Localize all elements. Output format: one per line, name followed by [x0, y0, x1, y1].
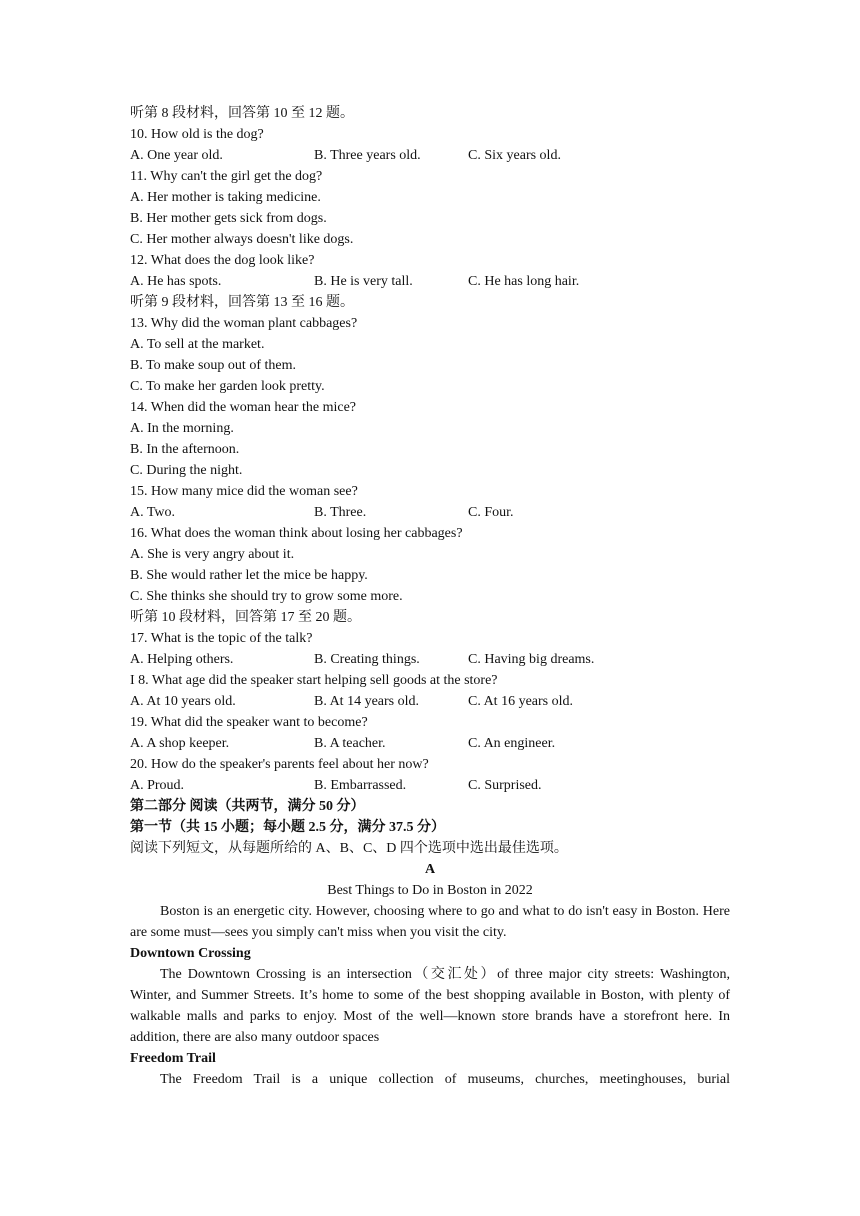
question-19: 19. What did the speaker want to become? — [130, 715, 368, 730]
question-20: 20. How do the speaker's parents feel about her now? — [130, 757, 429, 772]
option-b: B. She would rather let the mice be happy. — [130, 568, 368, 583]
freedom-trail-heading: Freedom Trail — [130, 1051, 216, 1066]
question-13: 13. Why did the woman plant cabbages? — [130, 316, 358, 331]
option-b: B. To make soup out of them. — [130, 358, 296, 373]
option-b: B. In the afternoon. — [130, 442, 240, 457]
option-a: A. Helping others. — [130, 652, 234, 667]
option-c: C. During the night. — [130, 463, 243, 478]
option-a: A. In the morning. — [130, 421, 234, 436]
option-a: A. Proud. — [130, 778, 185, 793]
passage-letter: A — [424, 862, 436, 877]
question-20-options — [130, 775, 730, 796]
reading-section-title: 第一节（共 15 小题；每小题 2.5 分，满分 37.5 分） — [130, 820, 445, 835]
option-a: A. He has spots. — [130, 274, 222, 289]
question-15: 15. How many mice did the woman see? — [130, 484, 358, 499]
option-c: C. To make her garden look pretty. — [130, 379, 325, 394]
question-10-options — [130, 145, 730, 166]
section-9-heading: 听第 9 段材料，回答第 13 至 16 题。 — [130, 295, 354, 310]
question-17: 17. What is the topic of the talk? — [130, 631, 313, 646]
option-a: A. Two. — [130, 505, 176, 520]
option-b: B. Creating things. — [314, 652, 420, 667]
question-19-options — [130, 733, 730, 754]
option-b: B. Embarrassed. — [314, 778, 407, 793]
question-18: I 8. What age did the speaker start helping sell goods at the store? — [130, 673, 498, 688]
option-a: A. At 10 years old. — [130, 694, 236, 709]
question-12-options — [130, 271, 730, 292]
option-c: C. Surprised. — [468, 778, 542, 793]
downtown-crossing-heading: Downtown Crossing — [130, 946, 251, 961]
option-b: B. Three years old. — [314, 148, 421, 163]
option-b: B. He is very tall. — [314, 274, 413, 289]
option-a: A. To sell at the market. — [130, 337, 265, 352]
option-b: B. Her mother gets sick from dogs. — [130, 211, 327, 226]
option-c: C. She thinks she should try to grow some more. — [130, 589, 403, 604]
option-b: B. A teacher. — [314, 736, 386, 751]
document-page — [130, 103, 730, 1090]
option-c: C. An engineer. — [468, 736, 556, 751]
option-c: C. Her mother always doesn't like dogs. — [130, 232, 354, 247]
passage-title: Best Things to Do in Boston in 2022 — [327, 883, 533, 898]
option-c: C. At 16 years old. — [468, 694, 573, 709]
freedom-trail-paragraph: The Freedom Trail is a unique collection of museums, churches, meetinghouses, burial — [160, 1072, 730, 1087]
question-11: 11. Why can't the girl get the dog? — [130, 169, 323, 184]
option-b: B. At 14 years old. — [314, 694, 419, 709]
reading-part-title: 第二部分 阅读（共两节，满分 50 分） — [130, 799, 365, 814]
question-17-options — [130, 649, 730, 670]
option-a: A. A shop keeper. — [130, 736, 230, 751]
passage-intro-paragraph: Boston is an energetic city. However, choosing where to go and what to do isn't easy in Boston. Here are some must—sees you simply can't miss when you visit the city. — [130, 904, 730, 940]
section-10-heading: 听第 10 段材料，回答第 17 至 20 题。 — [130, 610, 361, 625]
section-8-heading: 听第 8 段材料，回答第 10 至 12 题。 — [130, 106, 354, 121]
downtown-crossing-paragraph: The Downtown Crossing is an intersection（交汇处）of three major city streets: Washington, Winter, and Summer Streets. It’s home to some of the best shopping available in Boston, with plenty of walkable malls and parks to enjoy. Most of the well—known store brands have a storefront here. In addition, there are also many outdoor spaces — [130, 967, 730, 1045]
option-a: A. One year old. — [130, 148, 223, 163]
question-15-options — [130, 502, 730, 523]
reading-instruction: 阅读下列短文，从每题所给的 A、B、C、D 四个选项中选出最佳选项。 — [130, 841, 568, 856]
option-c: C. Six years old. — [468, 148, 561, 163]
question-18-options — [130, 691, 730, 712]
question-10: 10. How old is the dog? — [130, 127, 264, 142]
option-c: C. Having big dreams. — [468, 652, 595, 667]
question-12: 12. What does the dog look like? — [130, 253, 315, 268]
question-14: 14. When did the woman hear the mice? — [130, 400, 356, 415]
option-c: C. Four. — [468, 505, 514, 520]
option-a: A. She is very angry about it. — [130, 547, 295, 562]
option-b: B. Three. — [314, 505, 367, 520]
option-a: A. Her mother is taking medicine. — [130, 190, 321, 205]
question-16: 16. What does the woman think about losing her cabbages? — [130, 526, 463, 541]
option-c: C. He has long hair. — [468, 274, 580, 289]
